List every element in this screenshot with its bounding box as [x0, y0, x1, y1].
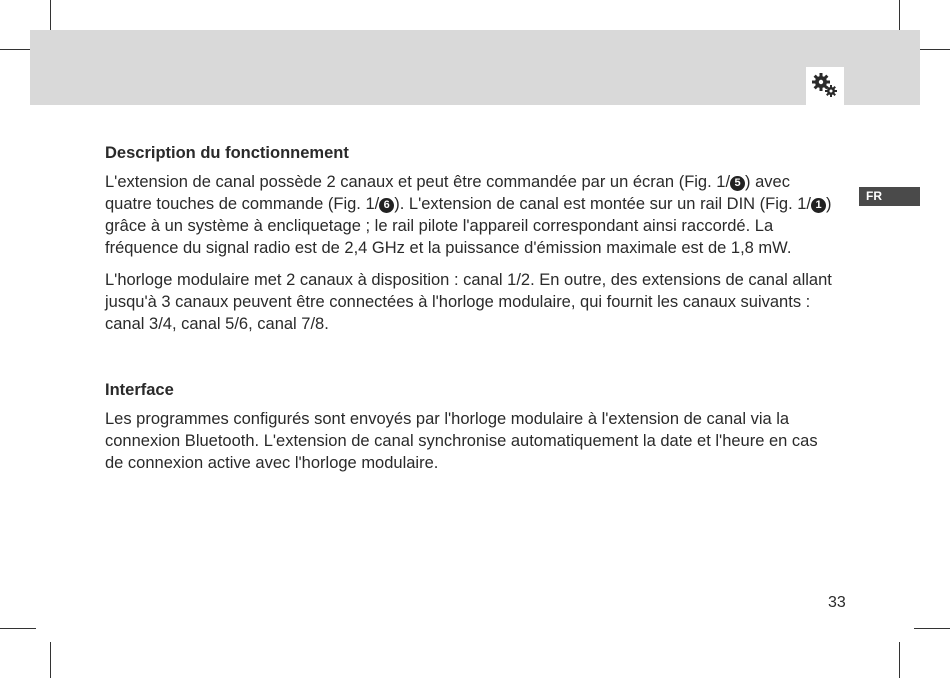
- description-paragraph-2: L'horloge modulaire met 2 canaux à disposition : canal 1/2. En outre, des extensions de canal allant jusqu'à 3 canaux peuvent être connectées à l'horloge modulaire, qui fournit les canaux suivants : canal 3/4, canal 5/6, canal 7/8.: [105, 271, 832, 333]
- text-run: ) avec quatre touches de commande (Fig. 1/: [105, 173, 790, 213]
- crop-mark: [914, 628, 950, 629]
- text-run: L'extension de canal possède 2 canaux et peut être commandée par un écran (Fig. 1/: [105, 173, 731, 191]
- description-paragraph-1: [105, 171, 835, 259]
- figure-callout-1: 1: [811, 198, 826, 213]
- settings-badge: [806, 67, 844, 105]
- crop-mark: [50, 642, 51, 678]
- text-run: ). L'extension de canal est montée sur un rail DIN (Fig. 1/: [394, 195, 811, 213]
- section-heading-interface: Interface: [105, 381, 174, 399]
- crop-mark: [0, 628, 36, 629]
- page-content: [105, 142, 835, 484]
- interface-paragraph: Les programmes configurés sont envoyés par l'horloge modulaire à l'extension de canal via la connexion Bluetooth. L'extension de canal synchronise automatiquement la date et l'heure en cas de connexion active avec l'horloge modulaire.: [105, 410, 818, 472]
- text-run: ) grâce à un système à encliquetage ; le rail pilote l'appareil correspondant ainsi raccordé. La fréquence du signal radio est de 2,4 GHz et la puissance d'émission maximale est de 1,8 mW.: [105, 195, 832, 257]
- page-number: 33: [828, 594, 846, 611]
- language-tab: FR: [859, 187, 920, 206]
- figure-callout-5: 5: [730, 176, 745, 191]
- section-heading-description: Description du fonctionnement: [105, 144, 349, 162]
- figure-callout-6: 6: [379, 198, 394, 213]
- gears-icon: [810, 71, 840, 101]
- section-spacer: [105, 345, 835, 379]
- header-band: [30, 30, 920, 105]
- crop-mark: [899, 642, 900, 678]
